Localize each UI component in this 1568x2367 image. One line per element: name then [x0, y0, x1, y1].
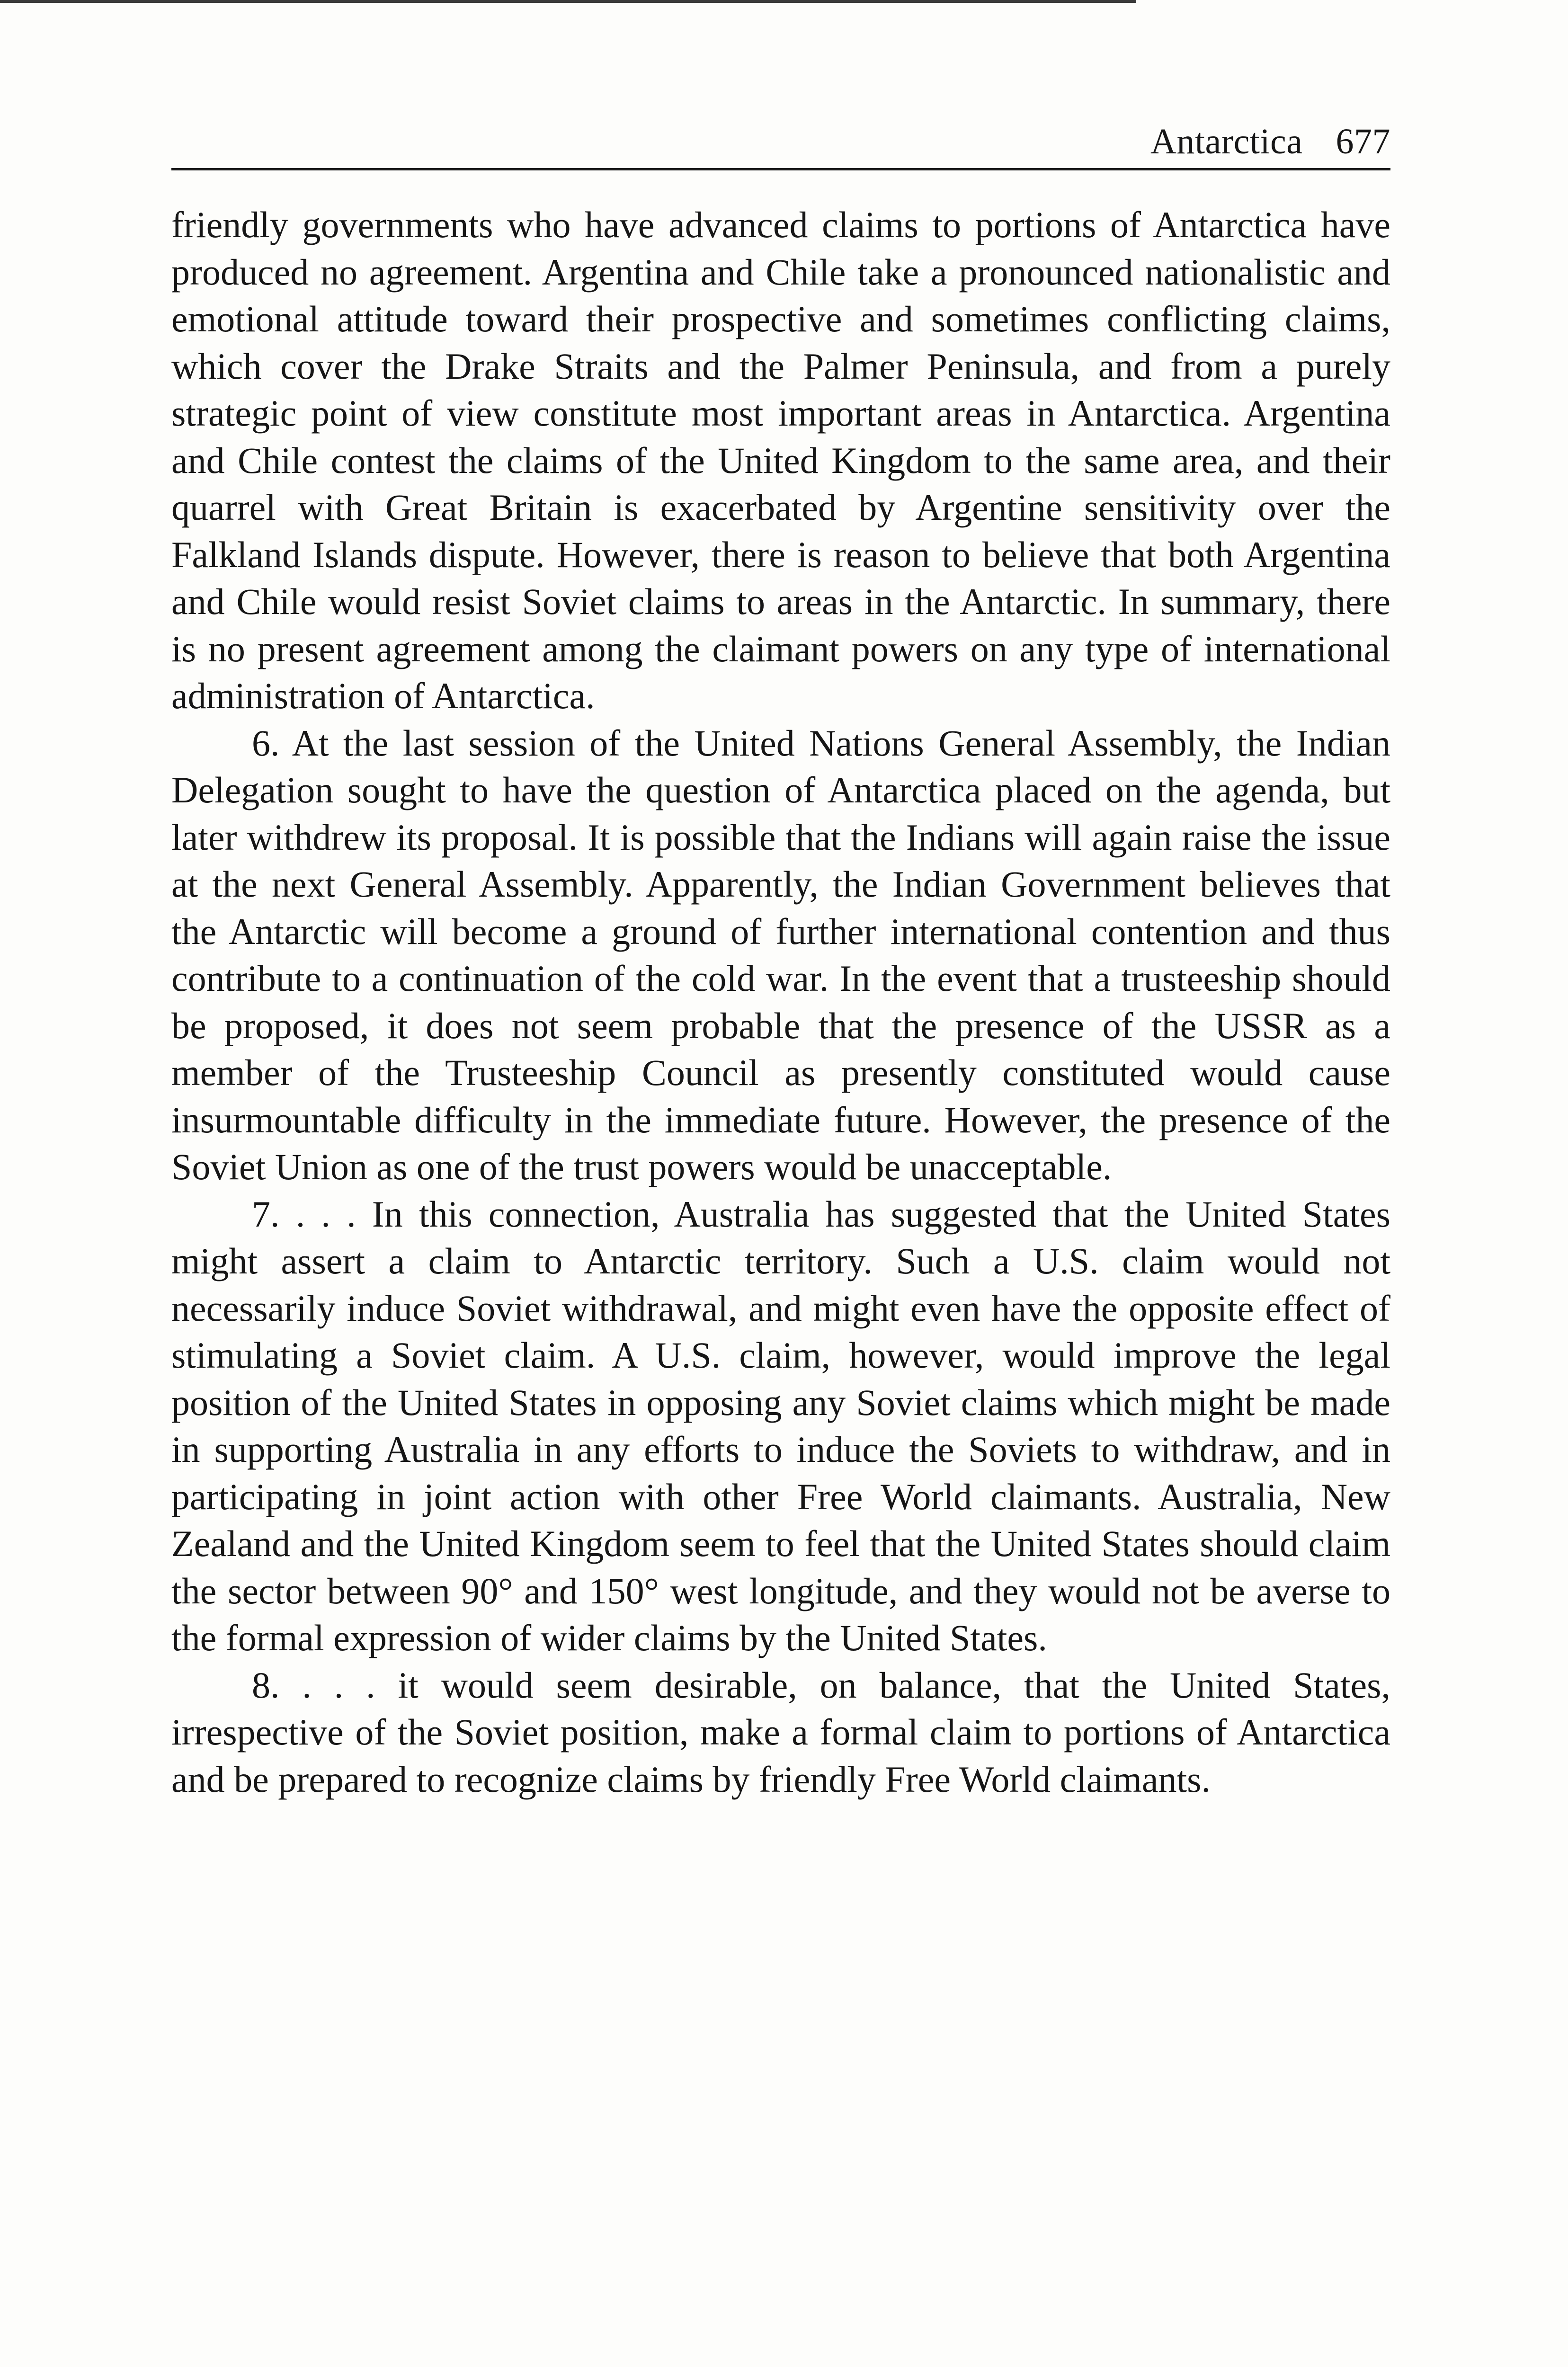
running-header	[171, 114, 1390, 170]
running-title: Antarctica	[1150, 122, 1303, 161]
paragraph-6: 6. At the last session of the United Nations General Assembly, the Indian Delegation sought to have the question of Antarctica placed on the agenda, but later withdrew its proposal. It is possible that the Indians will again raise the issue at the next General Assembly. Apparently, the Indian Government believes that the Antarctic will become a ground of further international contention and thus contribute to a continuation of the cold war. In the event that a trusteeship should be proposed, it does not seem probable that the presence of the USSR as a member of the Trusteeship Council as presently constituted would cause insurmountable difficulty in the immediate future. However, the presence of the Soviet Union as one of the trust powers would be unacceptable.	[171, 722, 1390, 1187]
paragraph-7: 7. . . . In this connection, Australia has suggested that the United States might assert a claim to Antarctic territory. Such a U.S. claim would not necessarily induce Soviet withdrawal, and might even have the opposite effect of stimulating a Soviet claim. A U.S. claim, however, would improve the legal position of the United States in opposing any Soviet claims which might be made in supporting Australia in any efforts to induce the Soviets to withdraw, and in participating in joint action with other Free World claimants. Australia, New Zealand and the United Kingdom seem to feel that the United States should claim the sector between 90° and 150° west longitude, and they would not be averse to the formal expression of wider claims by the United States.	[171, 1193, 1390, 1658]
paragraph-8: 8. . . . it would seem desirable, on balance, that the United States, irrespective of the Soviet position, make a formal claim to portions of Antarctica and be prepared to recognize claims by friendly Free World claimants.	[171, 1664, 1390, 1800]
body-text	[171, 201, 1390, 1803]
paragraph-continued: friendly governments who have advanced claims to portions of Antarctica have produced no agreement. Argentina and Chile take a pronounced nationalistic and emotional attitude toward their prospective and sometimes conflicting claims, which cover the Drake Straits and the Palmer Peninsula, and from a purely strategic point of view constitute most important areas in Antarctica. Argentina and Chile contest the claims of the United Kingdom to the same area, and their quarrel with Great Britain is exacerbated by Argentine sensitivity over the Falkland Islands dispute. However, there is reason to believe that both Argentina and Chile would resist Soviet claims to areas in the Antarctic. In summary, there is no present agreement among the claimant powers on any type of international administration of Antarctica.	[171, 204, 1390, 716]
running-header-text	[1150, 121, 1390, 162]
book-page	[171, 0, 1398, 2367]
page-number: 677	[1336, 122, 1390, 161]
